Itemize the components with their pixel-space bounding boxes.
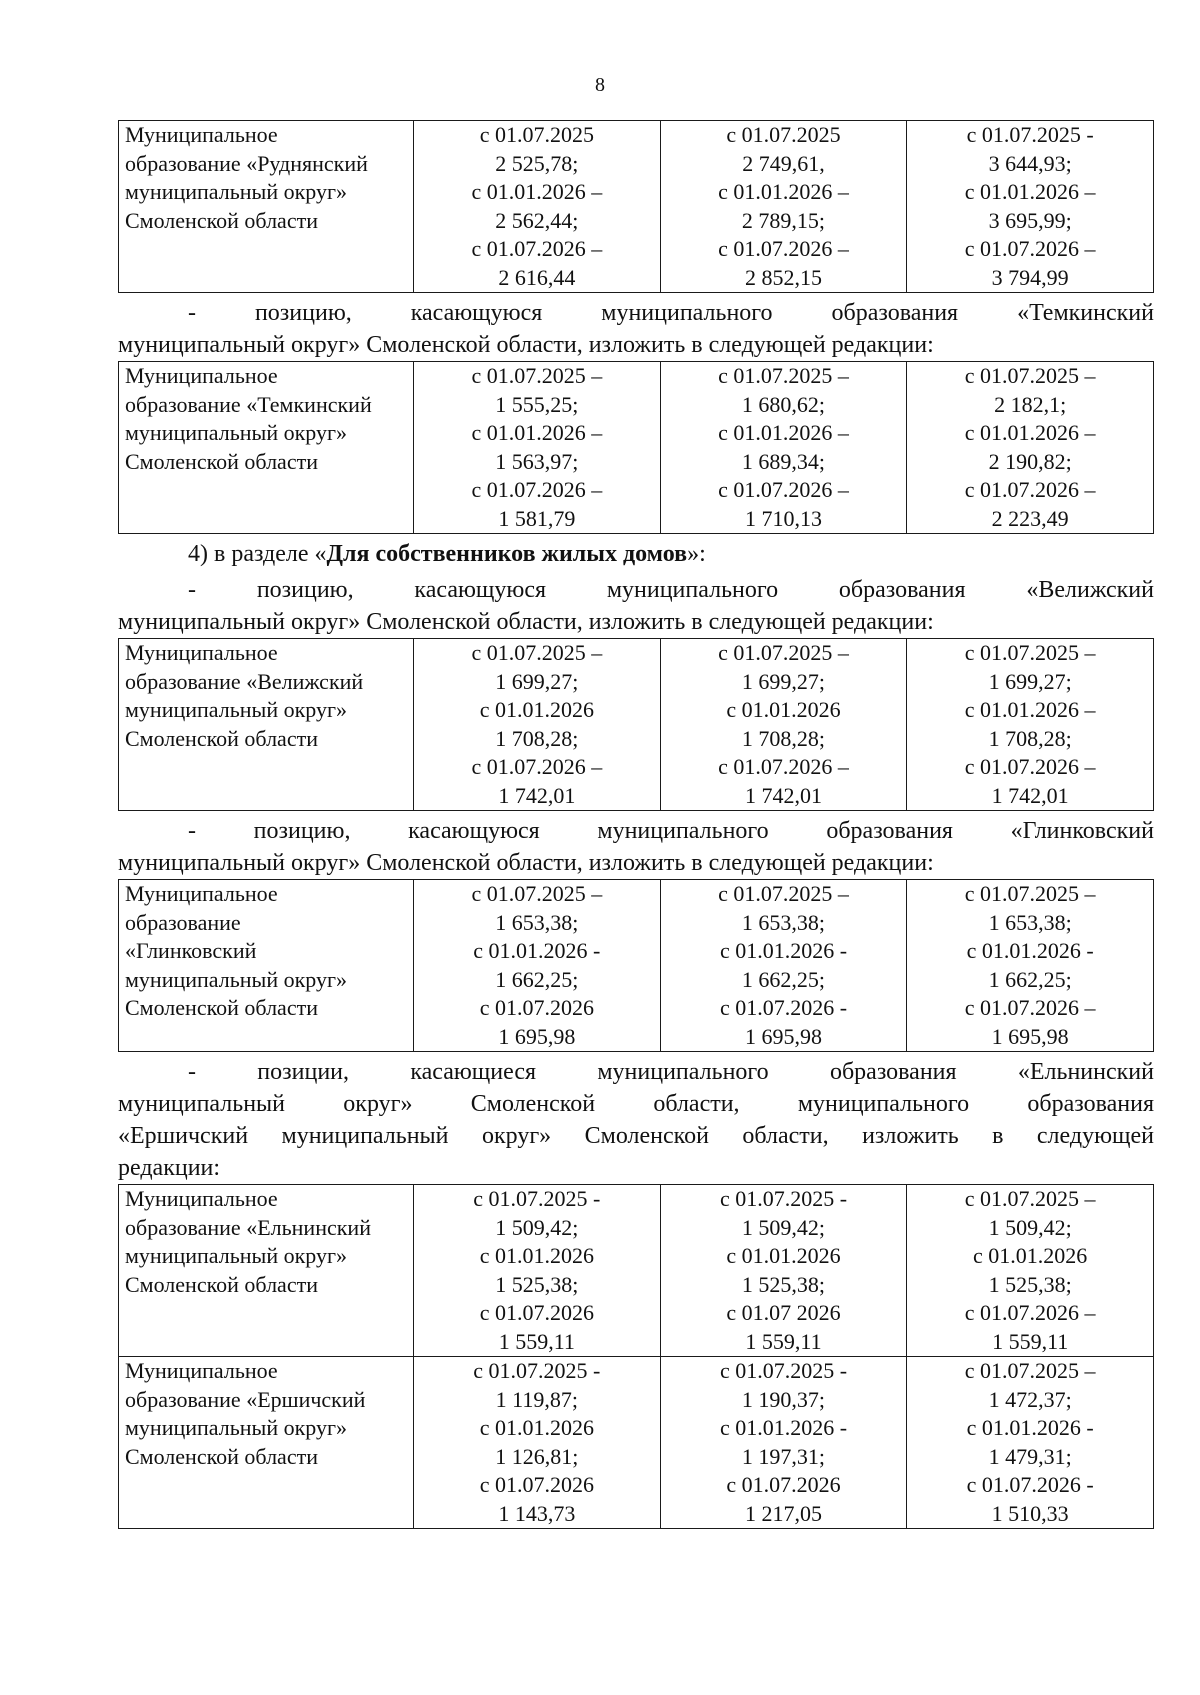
- rate-date: с 01.07.2025 -: [719, 1358, 848, 1383]
- rate-cell: [907, 880, 1154, 1052]
- municipality-name-line: Смоленской области: [125, 725, 318, 751]
- tariff-table: [118, 1184, 1154, 1529]
- rate-date: с 01.07.2025 –: [964, 1186, 1096, 1211]
- rate-value: 1 680,62;: [741, 391, 826, 417]
- rate-value: 1 742,01: [498, 782, 576, 808]
- rate-date: с 01.07.2026 –: [718, 477, 849, 502]
- rate-value: 1 190,37;: [741, 1386, 826, 1412]
- rate-value: 2 616,44: [498, 264, 576, 290]
- rate-cell: [414, 880, 661, 1052]
- rate-date: с 01.07.2026 –: [964, 477, 1096, 502]
- rate-value: 2 789,15;: [741, 207, 826, 233]
- rate-date: с 01.07.2025 –: [471, 881, 603, 906]
- rate-date: с 01.07.2025 –: [718, 640, 849, 665]
- rate-value: 1 662,25;: [495, 966, 579, 992]
- rate-date: с 01.07.2025 –: [718, 881, 849, 906]
- rate-date: с 01.07.2025 –: [964, 1358, 1096, 1383]
- paragraph-line: муниципальный округ» Смоленской области, изложить в следующей редакции:: [118, 850, 934, 876]
- rate-cell: [660, 880, 907, 1052]
- rate-value: 1 525,38;: [495, 1271, 579, 1297]
- rate-date: с 01.01.2026 –: [718, 420, 849, 445]
- rate-date: с 01.01.2026 -: [966, 938, 1094, 963]
- paragraph-line: муниципальный округ» Смоленской области, муниципального образования: [118, 1091, 1154, 1117]
- municipality-name-line: Муниципальное: [125, 122, 278, 147]
- rate-date: с 01.07.2025 -: [473, 1186, 601, 1211]
- rate-date: с 01.01.2026 -: [719, 938, 848, 963]
- municipality-name-line: Муниципальное: [125, 1186, 278, 1211]
- rate-cell: [660, 362, 907, 534]
- rate-date: с 01.07.2026 –: [718, 236, 849, 261]
- rate-date: с 01.07.2025 –: [964, 881, 1096, 906]
- rate-date: с 01.07.2025 –: [471, 363, 603, 388]
- municipality-name-line: Муниципальное: [125, 363, 278, 388]
- rate-date: с 01.07.2026 –: [471, 477, 603, 502]
- rate-date: с 01.07.2025: [479, 122, 594, 147]
- municipality-name-line: Смоленской области: [125, 1271, 318, 1297]
- rate-date: с 01.07.2025 –: [471, 640, 603, 665]
- rate-date: с 01.01.2026: [726, 1243, 841, 1268]
- rate-cell: [414, 1357, 661, 1529]
- rate-date: с 01.01.2026: [973, 1243, 1088, 1268]
- rate-cell: [660, 1185, 907, 1357]
- rate-value: 3 794,99: [991, 264, 1069, 290]
- instruction-paragraph: [118, 574, 1154, 638]
- table-row: [119, 1185, 1154, 1357]
- heading-suffix: »:: [687, 541, 706, 567]
- rate-value: 1 126,81;: [495, 1443, 579, 1469]
- municipality-cell: [119, 1357, 414, 1529]
- rate-date: с 01.01.2026 -: [473, 938, 601, 963]
- rate-value: 2 190,82;: [988, 448, 1072, 474]
- paragraph-line: - позиции, касающиеся муниципального образования «Ельнинский: [188, 1059, 1154, 1085]
- instruction-paragraph: [118, 1056, 1154, 1184]
- municipality-name-line: образование «Руднянский: [125, 150, 368, 176]
- rate-cell: [414, 639, 661, 811]
- rate-cell: [907, 362, 1154, 534]
- rate-value: 1 662,25;: [988, 966, 1072, 992]
- rate-cell: [907, 1185, 1154, 1357]
- rate-date: с 01.01.2026: [479, 697, 594, 722]
- rate-value: 1 555,25;: [495, 391, 579, 417]
- rate-cell: [414, 121, 661, 293]
- rate-cell: [660, 639, 907, 811]
- municipality-name-line: Смоленской области: [125, 448, 318, 474]
- rate-date: с 01.01.2026 -: [966, 1415, 1094, 1440]
- rate-date: с 01.07.2026 –: [718, 754, 849, 779]
- rate-value: 1 581,79: [498, 505, 576, 531]
- municipality-name-line: муниципальный округ»: [125, 1415, 348, 1440]
- municipality-name-line: Муниципальное: [125, 1358, 278, 1383]
- rate-cell: [907, 121, 1154, 293]
- rate-date: с 01.01.2026 –: [718, 179, 849, 204]
- heading-bold-title: Для собственников жилых домов: [326, 541, 688, 567]
- rate-value: 1 653,38;: [495, 909, 579, 935]
- municipality-cell: [119, 880, 414, 1052]
- municipality-name-line: образование «Ельнинский: [125, 1214, 371, 1240]
- rate-value: 2 749,61,: [742, 150, 825, 176]
- rate-date: с 01.07.2026 –: [964, 995, 1096, 1020]
- municipality-name-line: муниципальный округ»: [125, 1243, 348, 1268]
- rate-date: с 01.01.2026 –: [471, 420, 603, 445]
- tariff-table: [118, 361, 1154, 534]
- document-body: [118, 120, 1154, 1529]
- rate-cell: [907, 639, 1154, 811]
- rate-value: 1 559,11: [745, 1328, 822, 1354]
- municipality-name-line: Смоленской области: [125, 207, 318, 233]
- table-row: [119, 1357, 1154, 1529]
- rate-cell: [660, 121, 907, 293]
- municipality-cell: [119, 121, 414, 293]
- rate-value: 2 182,1;: [994, 391, 1067, 417]
- rate-value: 1 695,98: [991, 1023, 1069, 1049]
- rate-date: с 01.07.2026: [479, 995, 594, 1020]
- rate-value: 1 742,01: [991, 782, 1069, 808]
- heading-prefix: 4) в разделе «: [188, 541, 327, 567]
- rate-value: 3 644,93;: [988, 150, 1072, 176]
- table-row: [119, 639, 1154, 811]
- rate-value: 1 217,05: [744, 1500, 822, 1526]
- tariff-table: [118, 120, 1154, 293]
- rate-date: с 01.07.2026: [479, 1472, 594, 1497]
- paragraph-line: муниципальный округ» Смоленской области, изложить в следующей редакции:: [118, 609, 934, 635]
- rate-date: с 01.07.2026 –: [471, 236, 603, 261]
- rate-cell: [660, 1357, 907, 1529]
- municipality-name-line: Смоленской области: [125, 1443, 318, 1469]
- municipality-name-line: муниципальный округ»: [125, 966, 348, 992]
- rate-value: 1 472,37;: [988, 1386, 1072, 1412]
- municipality-name-line: муниципальный округ»: [125, 420, 348, 445]
- rate-value: 1 525,38;: [741, 1271, 826, 1297]
- rate-date: с 01.01.2026: [479, 1243, 594, 1268]
- rate-date: с 01.07.2026 -: [719, 995, 848, 1020]
- rate-value: 3 695,99;: [988, 207, 1072, 233]
- rate-date: с 01.07 2026: [726, 1300, 841, 1325]
- paragraph-line: «Ершичский муниципальный округ» Смоленской области, изложить в следующей: [118, 1123, 1154, 1149]
- rate-date: с 01.07.2025 -: [719, 1186, 848, 1211]
- paragraph-line: - позицию, касающуюся муниципального образования «Глинковский: [188, 818, 1154, 844]
- municipality-cell: [119, 1185, 414, 1357]
- rate-date: с 01.07.2026 -: [966, 1472, 1094, 1497]
- rate-value: 1 742,01: [744, 782, 822, 808]
- rate-value: 1 509,42;: [741, 1214, 826, 1240]
- rate-value: 1 510,33: [991, 1500, 1069, 1526]
- paragraph-line: редакции:: [118, 1155, 221, 1181]
- rate-date: с 01.07.2026 –: [964, 754, 1096, 779]
- rate-date: с 01.07.2025 –: [964, 640, 1096, 665]
- rate-value: 1 509,42;: [988, 1214, 1072, 1240]
- section-heading: [118, 538, 1154, 570]
- rate-value: 1 559,11: [498, 1328, 575, 1354]
- tariff-table: [118, 638, 1154, 811]
- rate-date: с 01.07.2026 –: [964, 236, 1096, 261]
- rate-cell: [414, 1185, 661, 1357]
- rate-value: 1 699,27;: [741, 668, 826, 694]
- rate-cell: [414, 362, 661, 534]
- rate-date: с 01.07.2025 –: [964, 363, 1096, 388]
- municipality-name-line: Муниципальное: [125, 640, 278, 665]
- rate-value: 1 708,28;: [495, 725, 579, 751]
- rate-value: 1 653,38;: [741, 909, 826, 935]
- rate-date: с 01.01.2026 –: [964, 420, 1096, 445]
- rate-value: 2 223,49: [991, 505, 1069, 531]
- rate-date: с 01.07.2026 –: [964, 1300, 1096, 1325]
- rate-value: 1 710,13: [744, 505, 822, 531]
- rate-value: 1 708,28;: [741, 725, 826, 751]
- instruction-paragraph: [118, 297, 1154, 361]
- table-row: [119, 880, 1154, 1052]
- rate-date: с 01.07.2026: [479, 1300, 594, 1325]
- municipality-name-line: образование «Велижский: [125, 668, 364, 694]
- paragraph-line: муниципальный округ» Смоленской области, изложить в следующей редакции:: [118, 332, 934, 358]
- rate-value: 1 699,27;: [988, 668, 1072, 694]
- rate-date: с 01.01.2026 –: [471, 179, 603, 204]
- rate-date: с 01.01.2026: [479, 1415, 594, 1440]
- rate-date: с 01.07.2025 -: [473, 1358, 601, 1383]
- instruction-paragraph: [118, 815, 1154, 879]
- rate-date: с 01.01.2026 -: [719, 1415, 848, 1440]
- municipality-name-line: Смоленской области: [125, 995, 318, 1020]
- rate-date: с 01.01.2026 –: [964, 697, 1096, 722]
- table-row: [119, 121, 1154, 293]
- rate-value: 2 852,15: [744, 264, 822, 290]
- municipality-name-line: образование «Ершичский: [125, 1386, 366, 1412]
- municipality-name-line: Муниципальное: [125, 881, 278, 906]
- rate-value: 1 479,31;: [988, 1443, 1072, 1469]
- rate-value: 1 708,28;: [988, 725, 1072, 751]
- rate-date: с 01.01.2026: [726, 697, 841, 722]
- rate-value: 2 562,44;: [495, 207, 579, 233]
- municipality-name-line: муниципальный округ»: [125, 697, 348, 722]
- rate-value: 1 699,27;: [495, 668, 579, 694]
- municipality-name-line: образование: [125, 909, 241, 935]
- rate-value: 1 525,38;: [988, 1271, 1072, 1297]
- rate-cell: [907, 1357, 1154, 1529]
- municipality-name-line: образование «Темкинский: [125, 391, 372, 417]
- municipality-name-line: «Глинковский: [125, 938, 257, 963]
- rate-value: 2 525,78;: [495, 150, 579, 176]
- rate-value: 1 653,38;: [988, 909, 1072, 935]
- rate-value: 1 695,98: [498, 1023, 576, 1049]
- tariff-table: [118, 879, 1154, 1052]
- rate-value: 1 563,97;: [495, 448, 579, 474]
- rate-value: 1 119,87;: [495, 1386, 578, 1412]
- rate-value: 1 143,73: [498, 1500, 576, 1526]
- rate-date: с 01.07.2026 –: [471, 754, 603, 779]
- table-row: [119, 362, 1154, 534]
- paragraph-line: - позицию, касающуюся муниципального образования «Темкинский: [188, 300, 1154, 326]
- rate-date: с 01.07.2025 -: [966, 122, 1094, 147]
- municipality-cell: [119, 362, 414, 534]
- rate-date: с 01.07.2026: [726, 1472, 841, 1497]
- rate-date: с 01.07.2025: [726, 122, 841, 147]
- rate-value: 1 695,98: [744, 1023, 822, 1049]
- rate-date: с 01.07.2025 –: [718, 363, 849, 388]
- rate-value: 1 197,31;: [741, 1443, 826, 1469]
- page-number: 8: [595, 74, 605, 96]
- municipality-name-line: муниципальный округ»: [125, 179, 348, 204]
- rate-value: 1 509,42;: [495, 1214, 579, 1240]
- municipality-cell: [119, 639, 414, 811]
- rate-value: 1 689,34;: [741, 448, 826, 474]
- paragraph-line: - позицию, касающуюся муниципального образования «Велижский: [188, 577, 1154, 603]
- rate-value: 1 662,25;: [741, 966, 826, 992]
- rate-date: с 01.01.2026 –: [964, 179, 1096, 204]
- rate-value: 1 559,11: [992, 1328, 1069, 1354]
